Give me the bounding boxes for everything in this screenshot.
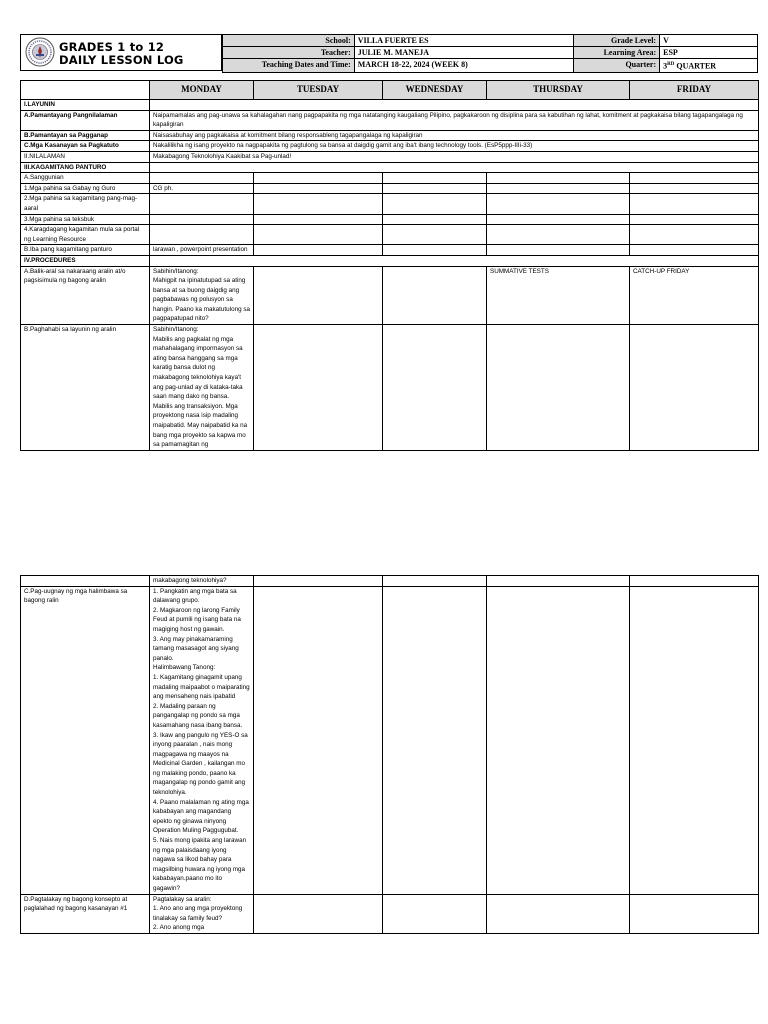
grade-level-value: V — [660, 35, 758, 47]
lesson-log-table-continued — [20, 575, 759, 934]
table-row — [21, 110, 759, 130]
table-row — [21, 162, 759, 173]
section-procedures: IV.PROCEDURES — [21, 255, 150, 266]
quarter-suffix: RD — [667, 62, 675, 67]
row-text-pagtalakay: Pagtalakay sa aralin: 1. Ano ano ang mga proyektong tinalakay sa family feud? 2. Ano anong mga — [150, 894, 254, 933]
corner-cell — [21, 81, 150, 100]
table-row — [21, 245, 759, 256]
learning-area-value: ESP — [660, 47, 758, 59]
row-label-kagamitang: 2.Mga pahina sa kagamitang pang-mag-aaral — [21, 194, 150, 214]
dates-label: Teaching Dates and Time: — [223, 59, 355, 73]
day-monday: MONDAY — [150, 81, 254, 100]
table-row — [21, 183, 759, 194]
row-label-gabay: 1.Mga pahina sa Gabay ng Guro — [21, 183, 150, 194]
title-line-1: GRADES 1 to 12 — [59, 40, 165, 54]
header-info-table — [222, 34, 758, 73]
quarter-word: QUARTER — [674, 61, 717, 71]
day-thursday: THURSDAY — [487, 81, 630, 100]
deped-seal-icon — [25, 37, 55, 67]
lesson-log-table — [20, 80, 759, 451]
table-row — [21, 576, 759, 587]
row-label-pag-uugnay: C.Pag-uugnay ng mga halimbawa sa bagong ralin — [21, 586, 150, 894]
day-tuesday: TUESDAY — [254, 81, 383, 100]
section-kagamitan: III.KAGAMITANG PANTURO — [21, 162, 150, 173]
row-text-kasanayan: Nakalilikha ng isang proyekto na nagpapakita ng pagtulong sa bansa at daigdig gamit ang iba't ibang technology tools. (EsP5ppp-IIIi-33) — [150, 141, 759, 152]
table-row — [21, 586, 759, 894]
row-label-kasanayan: C.Mga Kasanayan sa Pagkatuto — [21, 141, 150, 152]
row-text-nilalaman: Makabagong Teknolohiya Kaakibat sa Pag-unlad! — [150, 151, 759, 162]
quarter-label: Quarter: — [574, 59, 660, 73]
friday-catchup: CATCH-UP FRIDAY — [630, 266, 759, 325]
table-row — [21, 214, 759, 225]
row-text-iba: larawan , powerpoint presentation — [150, 245, 254, 256]
school-label: School: — [223, 35, 355, 47]
row-label-pagtalakay: D.Pagtalakay ng bagong konsepto at paglalahad ng bagong kasanayan #1 — [21, 894, 150, 933]
row-text-gabay: CG ph. — [150, 183, 254, 194]
quarter-value — [660, 59, 758, 73]
teacher-value: JULIE M. MANEJA — [354, 47, 574, 59]
row-label-iba: B.Iba pang kagamitang panturo — [21, 245, 150, 256]
table-row — [21, 255, 759, 266]
day-wednesday: WEDNESDAY — [383, 81, 487, 100]
row-label-sanggunian: A.Sanggunian — [21, 173, 150, 184]
table-row — [21, 100, 759, 111]
title-line-2: DAILY LESSON LOG — [59, 53, 184, 67]
table-row — [21, 266, 759, 325]
row-label-karagdagang: 4.Karagdagang kagamitan mula sa portal ng Learning Resource — [21, 225, 150, 245]
row-label-pagganap: B.Pamantayan sa Pagganap — [21, 130, 150, 141]
row-text-continued: makabagong teknolohiya? — [150, 576, 254, 587]
quarter-number: 3 — [663, 61, 668, 71]
row-label-balik-aral: A.Balik-aral sa nakaraang aralin at/o pagsisimula ng bagong aralin — [21, 266, 150, 325]
row-text-pamantayan: Naipamamalas ang pag-unawa sa kahalagahan nang pagpapakita ng mga natatanging kaugaliang Pilipino, pagkakaroon ng disiplina para sa kabutihan ng lahat, komitment at pagkakaisa bilang tagapangalaga ng kapaligiran — [150, 110, 759, 130]
row-label-pamantayan: A.Pamantayang Pangnilalaman — [21, 110, 150, 130]
row-label-paghahabi: B.Paghahabi sa layunin ng aralin — [21, 325, 150, 451]
row-label-teksbuk: 3.Mga pahina sa teksbuk — [21, 214, 150, 225]
day-header-row — [21, 81, 759, 100]
section-layunin: I.LAYUNIN — [21, 100, 150, 111]
table-row — [21, 894, 759, 933]
row-text-balik-aral: Sabihin/Itanong: Mahigpit na ipinatutupad sa ating bansa at sa buong daigdig ang pagbabawas ng polusyon sa hangin. Paano ka makatutulong sa pagpapatupad nito? — [150, 266, 254, 325]
grade-level-label: Grade Level: — [574, 35, 660, 47]
day-friday: FRIDAY — [630, 81, 759, 100]
table-row — [21, 173, 759, 184]
row-text-pag-uugnay: 1. Pangkatin ang mga bata sa dalawang grupo. 2. Magkaroon ng larong Family Feud at pumili ng isang bata na magiging host ng gawain. 3. Ang may pinakamaraming tamang masasagot ang siyang panalo. Halimbawang Tanong: 1. Kagamitang ginagamit upang madaling maipaabot o maiparating ang mensaheng nais ipabatid 2. Madaling paraan ng pangangalap ng pondo sa mga kasamahang nasa ibang bansa. 3. Ikaw ang pangulo ng YES-O sa inyong paaralan , nais mong magpagawa ng maayos na Medicinal Garden , kailangan mo ng malaking pondo, paano ka magangalap ng pondo gamit ang teknolohiya. 4. Paano malalaman ng ating mga kababayan ang magandang epekto ng ginawa ninyong Operation Muling Paggugubat. 5. Nais mong ipakita ang larawan ng mga palaisdaang iyong nagawa sa likod bahay para magsilbing huwara ng iyong mga kababayan.paano mo ito gagawin? — [150, 586, 254, 894]
learning-area-label: Learning Area: — [574, 47, 660, 59]
row-label-nilalaman: II.NILALAMAN — [21, 151, 150, 162]
row-text-pagganap: Naisasabuhay ang pagkakaisa at komitment bilang responsableng tagapangalaga ng kapaligiran — [150, 130, 759, 141]
header-title-box — [20, 34, 222, 71]
teacher-label: Teacher: — [223, 47, 355, 59]
table-row — [21, 194, 759, 214]
table-row — [21, 325, 759, 451]
table-row — [21, 141, 759, 152]
table-row — [21, 225, 759, 245]
thursday-summative: SUMMATIVE TESTS — [487, 266, 630, 325]
school-value: VILLA FUERTE ES — [354, 35, 574, 47]
dates-value: MARCH 18-22, 2024 (WEEK 8) — [354, 59, 574, 73]
table-row — [21, 130, 759, 141]
row-text-paghahabi: Sabihin/Itanong: Mabilis ang pagkalat ng mga mahahalagang impormasyon sa ating bansa hanggang sa mga karatig bansa dulot ng makabagong teknolohiya kaya't ang pag-unlad ay di kataka-taka saan mang dako ng bansa. Mabilis ang transaksiyon. Mga proyektong nasa isip madaling maipabatid. May naipabatid ka na bang mga proyekto sa kapwa mo sa pamamagitan ng — [150, 325, 254, 451]
table-row — [21, 151, 759, 162]
